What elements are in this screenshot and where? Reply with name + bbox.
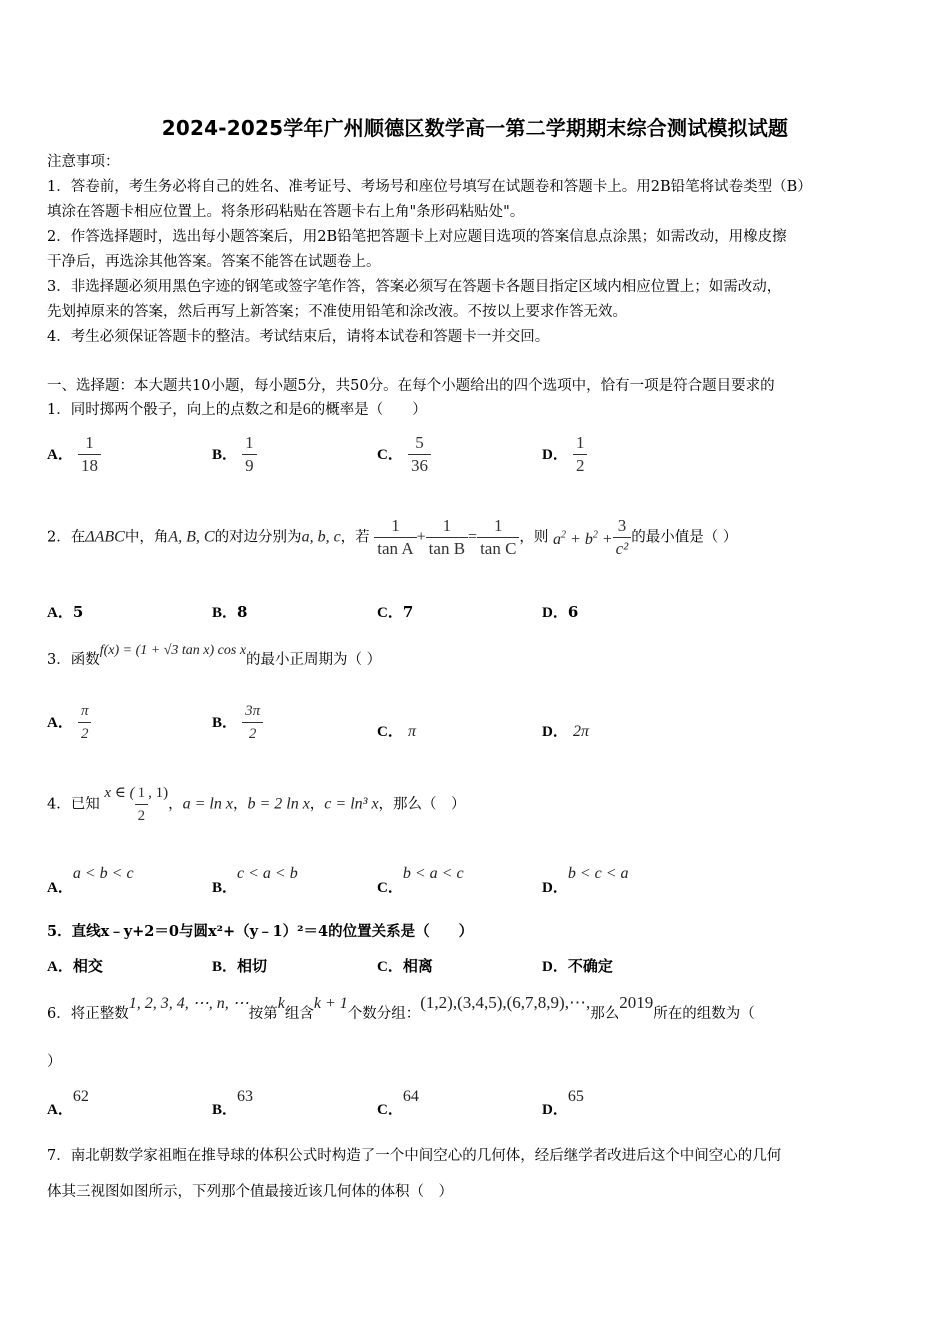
q6-option-b[interactable]: B．63 (212, 1088, 254, 1118)
notice-line: 填涂在答题卡相应位置上。将条形码粘贴在答题卡右上角"条形码粘贴处"。 (47, 204, 525, 220)
q3-option-b[interactable]: B． $\frac{3\pi}{2}$ (212, 700, 263, 745)
notice-line: 4．考生必须保证答题卡的整洁。考试结束后，请将本试卷和答题卡一并交回。 (47, 329, 550, 345)
q3-option-c[interactable]: C． π (377, 723, 416, 740)
question-7-stem: 7．南北朝数学家祖暅在推导球的体积公式时构造了一个中间空心的几何体，经后继学者改进后这个中间空心的几何 (47, 1148, 782, 1164)
q4-option-c[interactable]: C．b < a < c (377, 865, 464, 896)
notice-line: 先划掉原来的答案，然后再写上新答案；不准使用铅笔和涂改液。不按以上要求作答无效。 (47, 304, 627, 320)
q2-option-c[interactable]: C．7 (377, 603, 414, 621)
question-3-stem: 3．函数f(x) = (1 + √3 tan x) cos x的最小正周期为（ ） (47, 643, 382, 668)
q3-option-d[interactable]: D． 2π (542, 723, 589, 740)
q5-option-c[interactable]: C．相离 (377, 957, 433, 975)
question-2-stem: 2．在ΔABC中，角A, B, C的对边分别为a, b, c，若 $\frac{1}{\text{tan A}}$ + $\frac{1}{\text{tan B}}$ = $\frac{1}{\text{tan C}}$ ，则 $a^2 + b^2$ + $\frac{3}{\text{c²}}$ 的最小值是（ ） (47, 516, 738, 558)
question-7-stem-cont: 体其三视图如图所示，下列那个值最接近该几何体的体积（ ） (47, 1184, 453, 1200)
q2-option-a[interactable]: A．5 (47, 603, 84, 621)
question-6-stem: 6．将正整数1, 2, 3, 4, ⋯, n, ⋯按第k组含k + 1个数分组：(1,2),(3,4,5),(6,7,8,9),⋯,那么2019所在的组数为（ (47, 993, 755, 1022)
notice-line: 2．作答选择题时，选出每小题答案后，用2B铅笔把答题卡上对应题目选项的答案信息点涂黑；如需改动，用橡皮擦 (47, 229, 787, 245)
question-6-close: ） (47, 1054, 62, 1070)
q4-option-d[interactable]: D．b < c < a (542, 865, 629, 896)
q2-option-b[interactable]: B．8 (212, 603, 248, 621)
q2-option-d[interactable]: D．6 (542, 603, 579, 621)
q1-option-c[interactable]: C． $\frac{5}{36}$ (377, 432, 431, 477)
q5-option-b[interactable]: B．相切 (212, 957, 268, 975)
question-1-stem: 1．同时掷两个骰子，向上的点数之和是6的概率是（ ） (47, 401, 427, 418)
question-4-stem: 4．已知 x ∈ ( $\frac{1}{2}$ , 1)，a = ln x，b = 2 ln x，c = ln³ x，那么（ ） (47, 782, 466, 827)
notice-heading: 注意事项： (47, 154, 120, 170)
q5-option-d[interactable]: D．不确定 (542, 957, 613, 975)
page-title: 2024-2025学年广州顺德区数学高一第二学期期末综合测试模拟试题 (161, 116, 789, 140)
q5-option-a[interactable]: A．相交 (47, 957, 103, 975)
q1-option-b[interactable]: B． $\frac{1}{9}$ (212, 432, 257, 477)
section-heading: 一、选择题：本大题共10小题，每小题5分，共50分。在每个小题给出的四个选项中，恰有一项是符合题目要求的 (47, 378, 775, 394)
q6-option-c[interactable]: C．64 (377, 1088, 419, 1118)
notice-line: 3．非选择题必须用黑色字迹的钢笔或签字笔作答，答案必须写在答题卡各题目指定区域内相应位置上；如需改动， (47, 279, 782, 295)
q6-option-d[interactable]: D．65 (542, 1088, 584, 1118)
q6-option-a[interactable]: A．62 (47, 1088, 89, 1118)
question-5-stem: 5．直线x﹣y+2＝0与圆x²+（y﹣1）²＝4的位置关系是（ ） (47, 923, 474, 940)
q4-option-b[interactable]: B．c < a < b (212, 865, 298, 896)
q4-option-a[interactable]: A．a < b < c (47, 865, 134, 896)
notice-line: 1．答卷前，考生务必将自己的姓名、准考证号、考场号和座位号填写在试题卷和答题卡上。用2B铅笔将试卷类型（B） (47, 179, 812, 195)
q1-option-d[interactable]: D． $\frac{1}{2}$ (542, 432, 587, 477)
notice-line: 干净后，再选涂其他答案。答案不能答在试题卷上。 (47, 254, 381, 270)
q3-option-a[interactable]: A． $\frac{\pi}{2}$ (47, 700, 91, 745)
q1-option-a[interactable]: A． $\frac{1}{18}$ (47, 432, 101, 477)
